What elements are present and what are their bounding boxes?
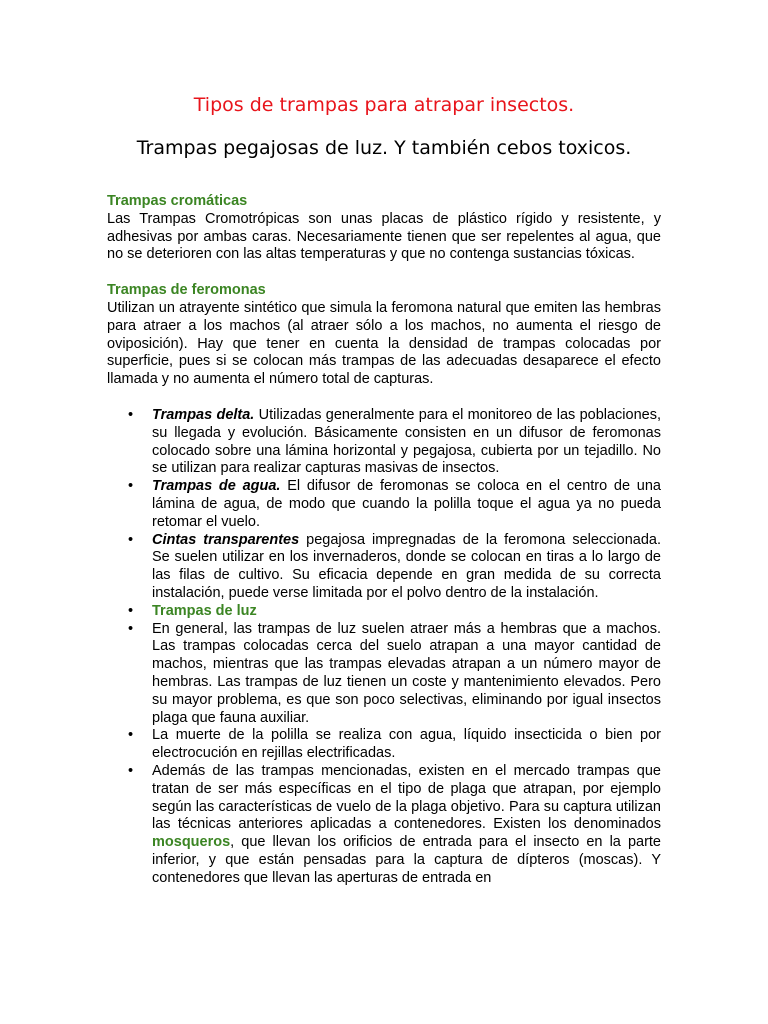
text-ademas-after: , que llevan los orificios de entrada para el insecto en la parte inferior, y que están pensadas para la captura de dípteros (moscas). Y contenedores que llevan las aperturas de entrada en <box>152 834 661 886</box>
section-heading-cromaticas: Trampas cromáticas <box>107 193 248 209</box>
term-mosqueros: mosqueros <box>152 834 231 851</box>
section-heading-feromonas: Trampas de feromonas <box>107 282 266 299</box>
term-cintas: Cintas transparentes <box>152 531 300 548</box>
term-delta: Trampas delta. <box>152 406 255 423</box>
list-item-agua <box>107 478 661 531</box>
list-item-ademas <box>107 763 661 888</box>
document-body <box>107 193 661 887</box>
term-agua: Trampas de agua. <box>152 478 281 495</box>
list-item-luz-heading <box>107 603 661 621</box>
section-text-feromonas: Utilizan un atrayente sintético que simula la feromona natural que emiten las hembras para atraer a los machos (al atraer sólo a los machos, no aumenta el riesgo de oviposición). Hay que tener en cuenta la densidad de trampas colocadas por superficie, pues si se colocan más trampas de las adecuadas desaparece el efecto llamada y no aumenta el número total de capturas. <box>107 299 661 388</box>
page-subtitle: Trampas pegajosas de luz. Y también cebos toxicos. <box>136 137 632 159</box>
list-item-delta <box>107 407 661 478</box>
text-muerte: La muerte de la polilla se realiza con agua, líquido insecticida o bien por electrocución en rejillas electrificadas. <box>152 727 661 762</box>
list-item-muerte <box>107 727 661 763</box>
page-title: Tipos de trampas para atrapar insectos. <box>193 94 575 116</box>
text-luz: En general, las trampas de luz suelen atraer más a hembras que a machos. Las trampas colocadas cerca del suelo atrapan a una mayor cantidad de machos, mientras que las trampas elevadas atrapan a un número mayor de hembras. Las trampas de luz tienen un coste y mantenimiento elevados. Pero su mayor problema, es que son poco selectivas, eliminando por igual insectos plaga que fauna auxiliar. <box>152 620 661 726</box>
list-item-luz <box>107 621 661 728</box>
text-ademas-before: Además de las trampas mencionadas, existen en el mercado trampas que tratan de ser más específicas en el tipo de plaga que atrapan, por ejemplo según las características de vuelo de la plaga objetivo. Para su captura utilizan las técnicas anteriores aplicadas a contenedores. Existen los denominados <box>152 762 661 833</box>
text-agua: El difusor de feromonas se coloca en el centro de una lámina de agua, de modo que cuando la polilla toque el agua ya no pueda retomar el vuelo. <box>152 478 661 530</box>
heading-luz: Trampas de luz <box>152 602 257 619</box>
section-text-cromaticas: Las Trampas Cromotrópicas son unas placas de plástico rígido y resistente, y adhesivas por ambas caras. Necesariamente tienen que ser repelentes al agua, que no se deterioren con las altas temperaturas y que no contenga sustancias tóxicas. <box>107 210 661 263</box>
text-delta: Utilizadas generalmente para el monitoreo de las poblaciones, su llegada y evolución. Básicamente consisten en un difusor de feromonas colocado sobre una lámina horizontal y pegajosa, cubierta por un tejadillo. No se utilizan para realizar capturas masivas de insectos. <box>152 406 661 477</box>
list-item-cintas <box>107 532 661 603</box>
text-cintas: pegajosa impregnadas de la feromona seleccionada. Se suelen utilizar en los invernaderos, donde se colocan en tiras a lo largo de las filas de cultivo. Su eficacia depende en gran medida de su correcta instalación, puede verse limitada por el polvo dentro de la instalación. <box>152 531 661 601</box>
trap-list <box>107 407 661 888</box>
